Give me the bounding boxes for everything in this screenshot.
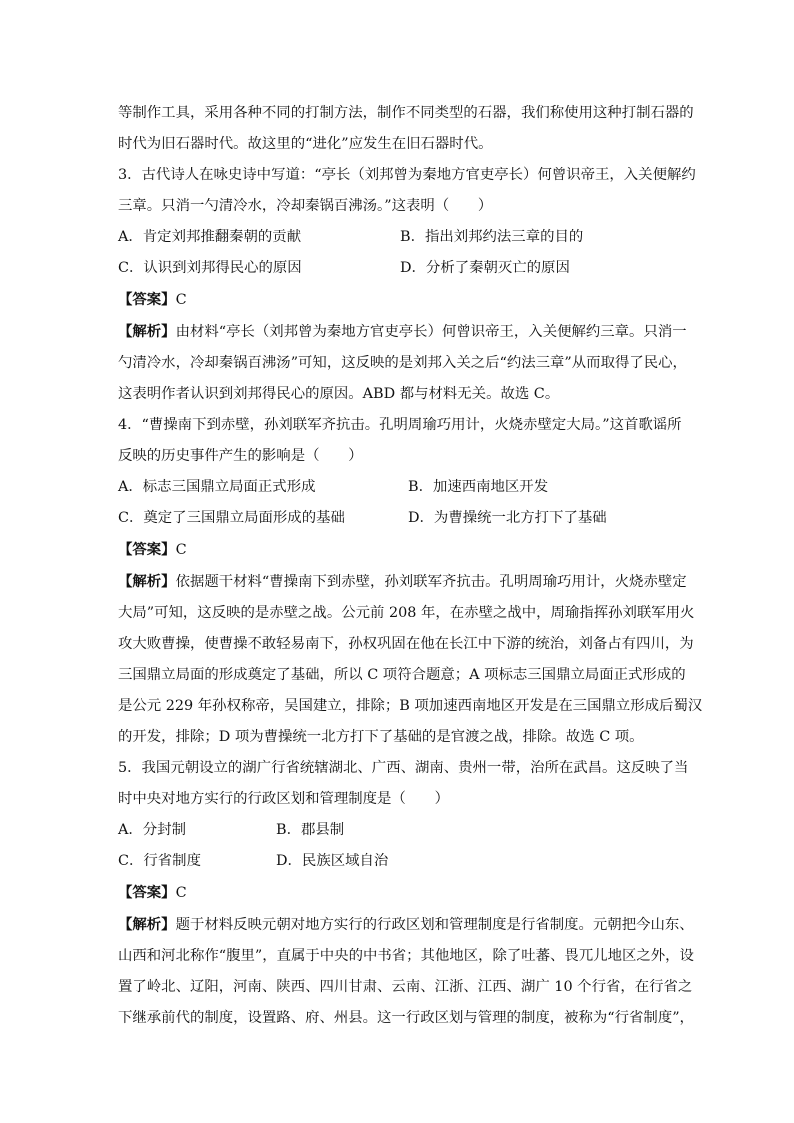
analysis-label: 【解析】 — [118, 573, 176, 590]
question-stem: 三章。只消一勺清冷水，冷却秦锅百沸汤。”这表明（ ） — [118, 198, 493, 214]
question-stem: 5．我国元朝设立的湖广行省统辖湖北、广西、湖南、贵州一带，治所在武昌。这反映了当 — [118, 760, 689, 776]
analysis-text: 这表明作者认识到刘邦得民心的原因。ABD 都与材料无关。故选 C。 — [118, 386, 560, 402]
option-a: A．分封制 — [118, 822, 186, 838]
analysis-text: 的开发，排除；D 项为曹操统一北方打下了基础的是官渡之战，排除。故选 C 项。 — [118, 729, 644, 745]
analysis-text: 大局”可知，这反映的是赤壁之战。公元前 208 年，在赤壁之战中，周瑜指挥孙刘联军用火 — [118, 605, 695, 621]
option-b: B．加速西南地区开发 — [408, 479, 549, 495]
analysis-text: 题于材料反映元朝对地方实行的行政区划和管理制度是行省制度。元朝把今山东、 — [175, 917, 694, 933]
answer-line — [118, 877, 704, 909]
analysis-text: 依据题干材料“曹操南下到赤壁，孙刘联军齐抗击。孔明周瑜巧用计，火烧赤壁定 — [175, 574, 687, 590]
option-c: C．认识到刘邦得民心的原因 — [118, 260, 302, 276]
question-stem: 4．“曹操南下到赤壁，孙刘联军齐抗击。孔明周瑜巧用计，火烧赤壁定大局。”这首歌谣所 — [118, 417, 682, 433]
option-a: A．肯定刘邦推翻秦朝的贡献 — [118, 229, 302, 245]
question-stem: 时中央对地方实行的行政区划和管理制度是（ ） — [118, 791, 449, 807]
question-5 — [118, 753, 704, 1034]
option-d: D．民族区域自治 — [276, 853, 389, 869]
option-row — [118, 222, 704, 253]
option-row — [118, 815, 704, 846]
option-d: D．分析了秦朝灭亡的原因 — [400, 260, 570, 276]
text-line: 时代为旧石器时代。故这里的“进化”应发生在旧石器时代。 — [118, 136, 493, 152]
analysis-line — [118, 909, 704, 941]
answer-label: 【答案】 — [118, 291, 176, 308]
analysis-text: 下继承前代的制度，设置路、府、州县。这一行政区划与管理的制度，被称为“行省制度”， — [118, 1010, 694, 1026]
option-b: B．郡县制 — [276, 822, 345, 838]
answer-label: 【答案】 — [118, 884, 176, 901]
option-row — [118, 472, 704, 503]
option-a: A．标志三国鼎立局面正式形成 — [118, 479, 316, 495]
option-row — [118, 503, 704, 534]
analysis-label: 【解析】 — [118, 916, 176, 933]
analysis-text: 置了岭北、辽阳，河南、陕西、四川甘肃、云南、江浙、江西、湖广 10 个行省，在行省之 — [118, 979, 693, 995]
analysis-text: 是公元 229 年孙权称帝，吴国建立，排除；B 项加速西南地区开发是在三国鼎立形成后蜀汉 — [118, 698, 703, 714]
option-d: D．为曹操统一北方打下了基础 — [408, 510, 607, 526]
question-3 — [118, 160, 704, 410]
text-line: 等制作工具，采用各种不同的打制方法，制作不同类型的石器，我们称使用这种打制石器的 — [118, 105, 694, 121]
answer-label: 【答案】 — [118, 541, 176, 558]
answer-line — [118, 534, 704, 566]
analysis-text: 由材料“亭长（刘邦曾为秦地方官吏亭长）何曾识帝王，入关便解约三章。只消一 — [175, 324, 687, 340]
option-b: B．指出刘邦约法三章的目的 — [400, 229, 584, 245]
answer-value: C — [175, 885, 187, 901]
option-c: C．奠定了三国鼎立局面形成的基础 — [118, 510, 345, 526]
analysis-line — [118, 316, 704, 348]
option-row — [118, 253, 704, 284]
analysis-text: 攻大败曹操，使曹操不敢轻易南下，孙权巩固在他在长江中下游的统治，刘备占有四川，为 — [118, 636, 694, 652]
option-row — [118, 846, 704, 877]
analysis-label: 【解析】 — [118, 323, 176, 340]
question-stem: 3．古代诗人在咏史诗中写道：“亭长（刘邦曾为秦地方官吏亭长）何曾识帝王，入关便解约 — [118, 167, 696, 183]
option-c: C．行省制度 — [118, 853, 201, 869]
analysis-text: 勺清冷水，冷却秦锅百沸汤”可知，这反映的是刘邦入关之后“约法三章”从而取得了民心， — [118, 355, 687, 371]
analysis-line — [118, 566, 704, 598]
answer-value: C — [175, 292, 187, 308]
question-4 — [118, 410, 704, 753]
analysis-text: 山西和河北称作“腹里”，直属于中央的中书省；其他地区，除了吐蕃、畏兀儿地区之外，设 — [118, 948, 694, 964]
analysis-text: 三国鼎立局面的形成奠定了基础，所以 C 项符合题意；A 项标志三国鼎立局面正式形成的 — [118, 667, 686, 683]
question-stem: 反映的历史事件产生的影响是（ ） — [118, 448, 363, 464]
answer-value: C — [175, 542, 187, 558]
answer-line — [118, 284, 704, 316]
